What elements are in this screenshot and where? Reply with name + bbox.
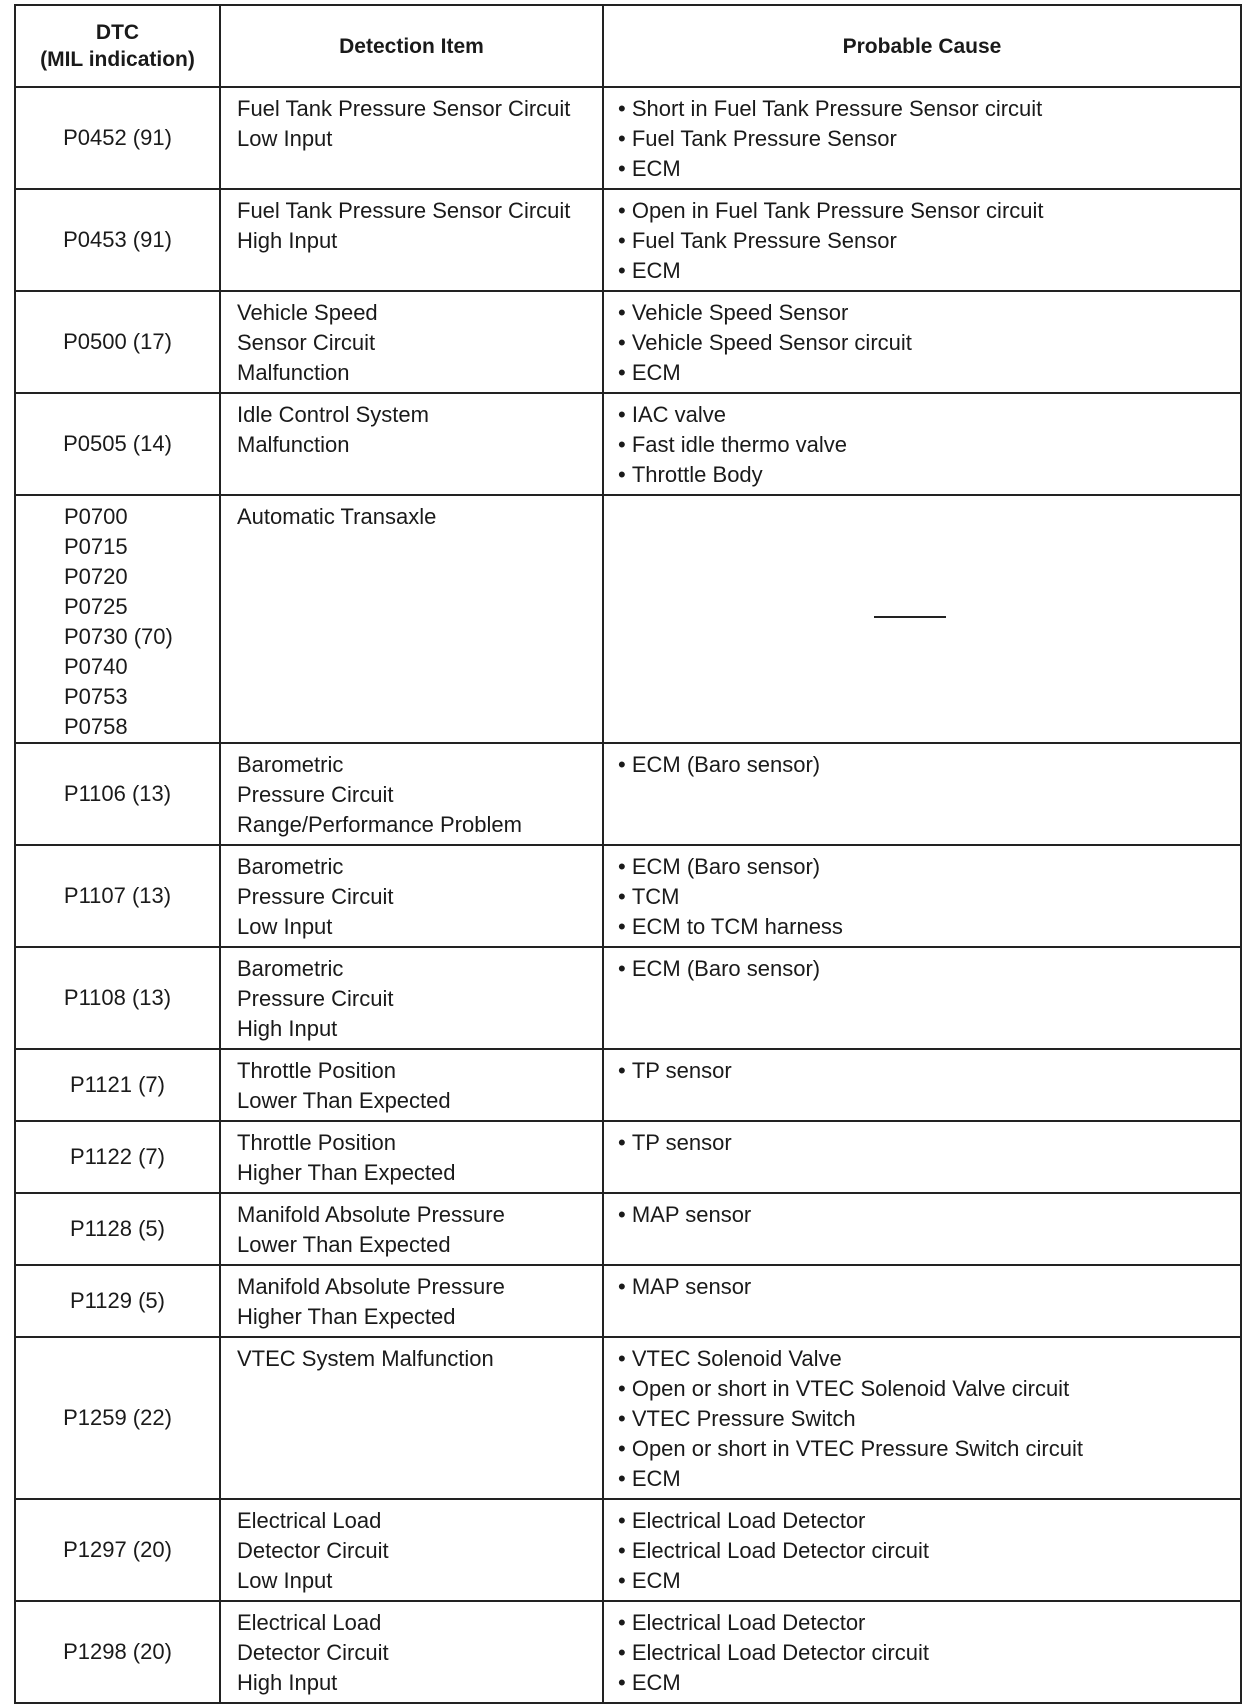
probable-cause-item: • TP sensor [618,1056,1240,1086]
probable-cause-item: • IAC valve [618,400,1240,430]
detection-item-line: Malfunction [237,360,350,385]
detection-item-line: Sensor Circuit [237,330,376,355]
dtc-code: P1297 (20) [63,1537,172,1562]
table-row [15,743,1241,845]
detection-item-line: Throttle Position [237,1130,396,1155]
dtc-code: P0725 [64,594,128,619]
detection-item-cell [220,1193,603,1265]
detection-item-line: Higher Than Expected [237,1160,456,1185]
probable-cause-cell [603,189,1241,291]
probable-cause-item: • ECM [618,1464,1240,1494]
probable-cause-item: • ECM (Baro sensor) [618,852,1240,882]
detection-item-line: Low Input [237,914,333,939]
dtc-code: P0730 (70) [64,624,173,649]
probable-cause-item: • Fuel Tank Pressure Sensor [618,226,1240,256]
table-row [15,1337,1241,1499]
probable-cause-item: • Electrical Load Detector [618,1506,1240,1536]
dtc-code: P0715 [64,534,128,559]
table-row [15,189,1241,291]
detection-item-line: Pressure Circuit [237,782,394,807]
detection-item-line: Idle Control System [237,402,429,427]
dtc-code: P1106 (13) [63,781,172,806]
dtc-code-cell [15,1601,220,1703]
probable-cause-item: • ECM [618,1566,1240,1596]
dtc-code: P0740 [64,654,128,679]
probable-cause-cell [603,1499,1241,1601]
detection-item-cell [220,1601,603,1703]
detection-item-line: High Input [237,228,338,253]
table-row [15,1193,1241,1265]
dtc-code-cell [15,1121,220,1193]
dtc-code: P1128 (5) [70,1216,165,1241]
header-probable-cause: Probable Cause [603,5,1241,87]
detection-item-line: Higher Than Expected [237,1304,456,1329]
dtc-code: P0720 [64,564,128,589]
detection-item-cell [220,1265,603,1337]
detection-item-cell [220,189,603,291]
detection-item-cell [220,291,603,393]
probable-cause-cell [603,393,1241,495]
dtc-code-cell [15,845,220,947]
detection-item-line: Lower Than Expected [237,1232,451,1257]
detection-item-cell [220,743,603,845]
detection-item-cell [220,393,603,495]
probable-cause-cell [603,495,1241,743]
not-applicable-dash [874,616,946,618]
probable-cause-item: • Vehicle Speed Sensor [618,298,1240,328]
table-row [15,947,1241,1049]
detection-item-line: Low Input [237,126,333,151]
table-header-row [15,5,1241,87]
dtc-code-cell [15,189,220,291]
probable-cause-item: • Throttle Body [618,460,1240,490]
detection-item-cell [220,1499,603,1601]
dtc-code-cell [15,743,220,845]
dtc-code-cell [15,1193,220,1265]
probable-cause-cell [603,1049,1241,1121]
detection-item-line: Barometric [237,854,344,879]
detection-item-line: Electrical Load [237,1508,382,1533]
probable-cause-item: • Fast idle thermo valve [618,430,1240,460]
dtc-code: P1259 (22) [63,1405,172,1430]
probable-cause-item: • Fuel Tank Pressure Sensor [618,124,1240,154]
detection-item-cell [220,87,603,189]
table-row [15,1049,1241,1121]
probable-cause-cell [603,845,1241,947]
table-row [15,393,1241,495]
probable-cause-cell [603,743,1241,845]
detection-item-cell [220,495,603,743]
dtc-code-cell [15,947,220,1049]
detection-item-line: Fuel Tank Pressure Sensor Circuit [237,96,571,121]
dtc-table [14,4,1242,1704]
probable-cause-item: • Open in Fuel Tank Pressure Sensor circuit [618,196,1240,226]
detection-item-line: Manifold Absolute Pressure [237,1274,505,1299]
dtc-code: P1122 (7) [70,1144,165,1169]
probable-cause-item: • MAP sensor [618,1272,1240,1302]
dtc-code: P1108 (13) [63,985,172,1010]
table-row [15,1601,1241,1703]
detection-item-line: High Input [237,1016,338,1041]
detection-item-line: Pressure Circuit [237,884,394,909]
dtc-code-cell [15,291,220,393]
dtc-code-cell [15,393,220,495]
dtc-code: P0453 (91) [63,227,172,252]
detection-item-line: Lower Than Expected [237,1088,451,1113]
dtc-code: P1121 (7) [70,1072,165,1097]
probable-cause-item: • ECM (Baro sensor) [618,750,1240,780]
detection-item-line: Automatic Transaxle [237,504,437,529]
probable-cause-item: • Open or short in VTEC Pressure Switch circuit [618,1434,1240,1464]
table-row [15,87,1241,189]
dtc-code-cell [15,1265,220,1337]
probable-cause-item: • ECM to TCM harness [618,912,1240,942]
probable-cause-item: • TP sensor [618,1128,1240,1158]
dtc-code: P1107 (13) [63,883,172,908]
dtc-code: P0753 [64,684,128,709]
detection-item-line: High Input [237,1670,338,1695]
probable-cause-item: • ECM [618,358,1240,388]
header-dtc-line: (MIL indication) [40,48,195,71]
probable-cause-cell [603,1121,1241,1193]
detection-item-line: Barometric [237,956,344,981]
dtc-code: P0500 (17) [63,329,172,354]
probable-cause-item: • Electrical Load Detector [618,1608,1240,1638]
table-row [15,1265,1241,1337]
dtc-code-cell [15,1049,220,1121]
probable-cause-item: • MAP sensor [618,1200,1240,1230]
table-row [15,291,1241,393]
table-row [15,495,1241,743]
probable-cause-item: • ECM (Baro sensor) [618,954,1240,984]
probable-cause-item: • Vehicle Speed Sensor circuit [618,328,1240,358]
detection-item-cell [220,845,603,947]
probable-cause-cell [603,1265,1241,1337]
probable-cause-cell [603,87,1241,189]
detection-item-cell [220,1337,603,1499]
detection-item-cell [220,1121,603,1193]
probable-cause-item: • TCM [618,882,1240,912]
dtc-code-cell [15,1337,220,1499]
dtc-code-cell [15,495,220,743]
dtc-code-cell [15,87,220,189]
header-dtc [15,5,220,87]
detection-item-cell [220,1049,603,1121]
table-row [15,1499,1241,1601]
probable-cause-item: • Electrical Load Detector circuit [618,1536,1240,1566]
detection-item-line: Manifold Absolute Pressure [237,1202,505,1227]
detection-item-line: Low Input [237,1568,333,1593]
header-dtc-line: DTC [95,21,140,44]
detection-item-cell [220,947,603,1049]
header-detection-item: Detection Item [220,5,603,87]
probable-cause-cell [603,1601,1241,1703]
probable-cause-item: • ECM [618,1668,1240,1698]
table-body [15,87,1241,1703]
probable-cause-item: • VTEC Pressure Switch [618,1404,1240,1434]
detection-item-line: Malfunction [237,432,350,457]
detection-item-line: Range/Performance Problem [237,812,522,837]
detection-item-line: Vehicle Speed [237,300,378,325]
detection-item-line: Detector Circuit [237,1640,389,1665]
dtc-code: P0452 (91) [63,125,172,150]
detection-item-line: VTEC System Malfunction [237,1346,494,1371]
detection-item-line: Pressure Circuit [237,986,394,1011]
probable-cause-item: • Short in Fuel Tank Pressure Sensor circuit [618,94,1240,124]
dtc-code: P0700 [64,504,128,529]
dtc-code-cell [15,1499,220,1601]
table-row [15,845,1241,947]
detection-item-line: Fuel Tank Pressure Sensor Circuit [237,198,571,223]
probable-cause-item: • Electrical Load Detector circuit [618,1638,1240,1668]
probable-cause-item: • Open or short in VTEC Solenoid Valve circuit [618,1374,1240,1404]
dtc-code: P0505 (14) [63,431,172,456]
detection-item-line: Barometric [237,752,344,777]
dtc-code: P0758 [64,714,128,739]
dtc-code: P1129 (5) [70,1288,165,1313]
probable-cause-item: • VTEC Solenoid Valve [618,1344,1240,1374]
detection-item-line: Detector Circuit [237,1538,389,1563]
probable-cause-cell [603,947,1241,1049]
detection-item-line: Electrical Load [237,1610,382,1635]
probable-cause-cell [603,291,1241,393]
table-row [15,1121,1241,1193]
probable-cause-cell [603,1193,1241,1265]
probable-cause-cell [603,1337,1241,1499]
probable-cause-item: • ECM [618,154,1240,184]
dtc-code: P1298 (20) [63,1639,172,1664]
detection-item-line: Throttle Position [237,1058,396,1083]
probable-cause-item: • ECM [618,256,1240,286]
